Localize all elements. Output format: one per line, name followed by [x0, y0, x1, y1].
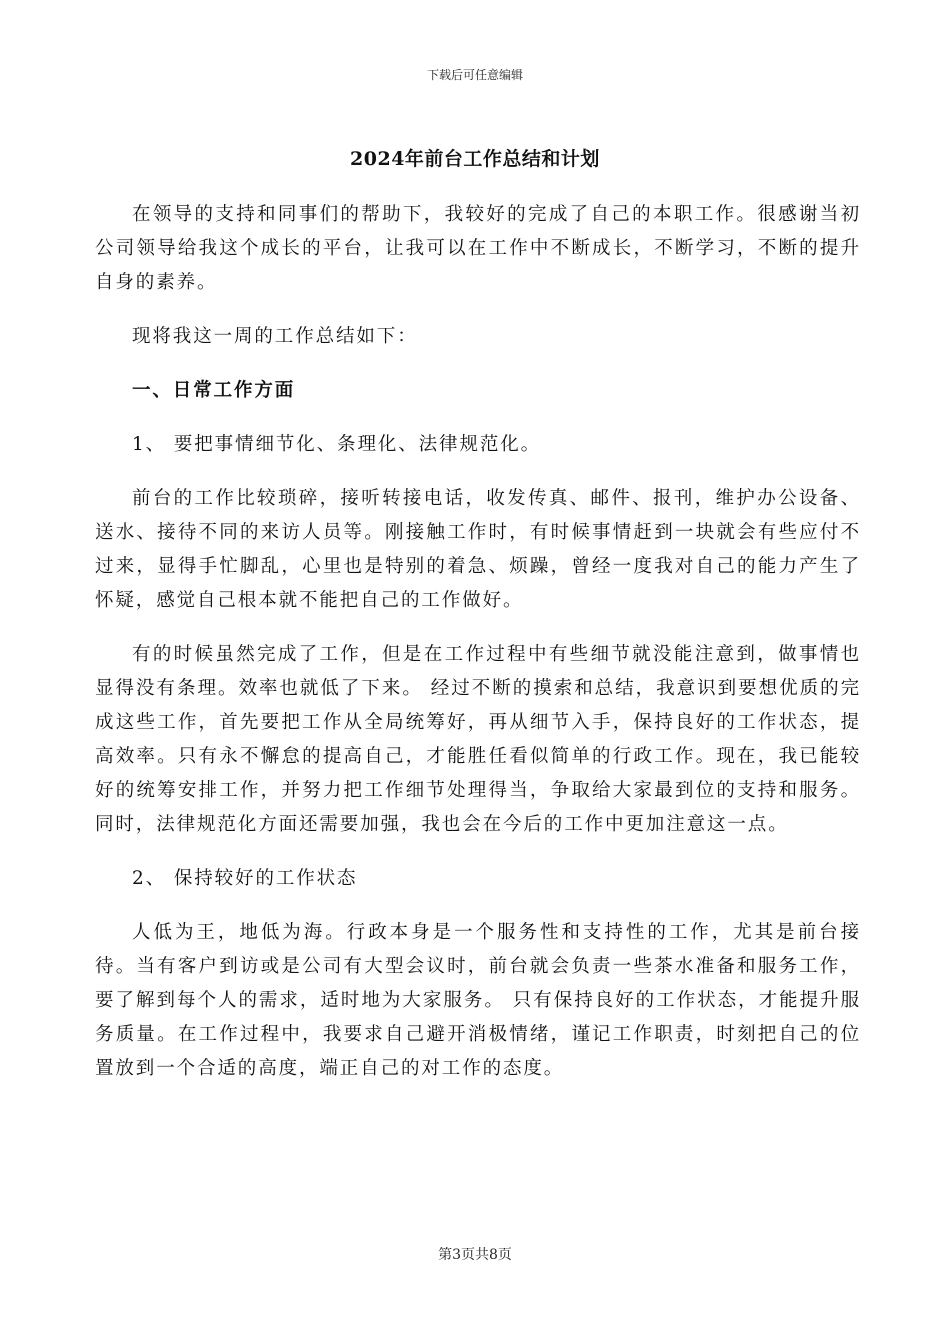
intro-paragraph: 在领导的支持和同事们的帮助下，我较好的完成了自己的本职工作。很感谢当初公司领导给我这个成长的平台，让我可以在工作中不断成长，不断学习，不断的提升自身的素养。 [95, 204, 861, 293]
body-paragraph: 有的时候虽然完成了工作，但是在工作过程中有些细节就没能注意到，做事情也显得没有条理。效率也就低了下来。 经过不断的摸索和总结，我意识到要想优质的完成这些工作，首先要把工作从全局统筹好，再从细节入手，保持良好的工作状态，提高效率。只有永不懈怠的提高自己，才能胜任看似简单的行政工作。现在，我已能较好的统筹安排工作，并努力把工作细节处理得当，争取给大家最到位的支持和服务。同时，法律规范化方面还需要加强，我也会在今后的工作中更加注意这一点。 [95, 644, 861, 835]
summary-lead-paragraph: 现将我这一周的工作总结如下： [132, 326, 418, 347]
document-body [95, 198, 861, 1106]
body-paragraph: 人低为王，地低为海。行政本身是一个服务性和支持性的工作，尤其是前台接待。当有客户到访或是公司有大型会议时，前台就会负责一些茶水准备和服务工作，要了解到每个人的需求，适时地为大家服务。 只有保持良好的工作状态，才能提升服务质量。在工作过程中，我要求自己避开消极情绪，谨记工作职责，时刻把自己的位置放到一个合适的高度，端正自己的对工作的态度。 [95, 922, 861, 1079]
body-paragraph: 前台的工作比较琐碎，接听转接电话，收发传真、邮件、报刊，维护办公设备、送水、接待不同的来访人员等。刚接触工作时，有时候事情赶到一块就会有些应付不过来，显得手忙脚乱，心里也是特别的着急、烦躁，曾经一度我对自己的能力产生了怀疑，感觉自己根本就不能把自己的工作做好。 [95, 488, 861, 611]
section-heading-daily-work: 一、日常工作方面 [132, 380, 296, 401]
header-note: 下载后可任意编辑 [426, 68, 523, 82]
document-title: 2024年前台工作总结和计划 [350, 148, 600, 170]
subsection-heading-1: 1、 要把事情细节化、条理化、法律规范化。 [132, 434, 542, 455]
page-number-footer: 第3页共8页 [438, 1247, 512, 1263]
subsection-heading-2: 2、 保持较好的工作状态 [132, 868, 358, 889]
